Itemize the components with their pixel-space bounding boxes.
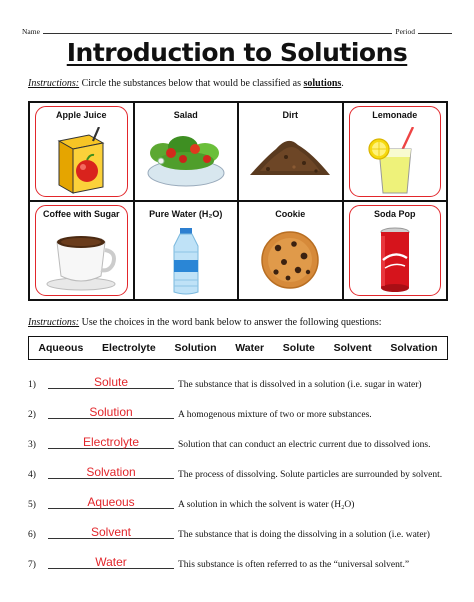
instructions-word-bank: Instructions: Use the choices in the word bank below to answer the following questions: — [28, 317, 382, 328]
item-label: Cookie — [275, 209, 306, 219]
question-2: 2) Solution A homogenous mixture of two or more substances. — [28, 405, 372, 420]
word-bank-item: Solvation — [390, 342, 438, 354]
question-text: The substance that is doing the dissolving in a solution (i.e. water) — [178, 530, 430, 540]
dirt-pile-icon — [246, 127, 334, 187]
name-blank[interactable] — [43, 27, 392, 34]
item-label: Dirt — [282, 110, 298, 120]
instructions-circle: Instructions: Circle the substances below that would be classified as solutions. — [28, 78, 344, 89]
answer-text: Water — [95, 555, 127, 569]
soda-can-icon — [373, 226, 417, 294]
cell-pure-water[interactable] — [134, 201, 239, 300]
question-text: The substance that is dissolved in a solution (i.e. sugar in water) — [178, 380, 422, 390]
substance-grid — [28, 101, 448, 301]
cell-lemonade[interactable] — [343, 102, 448, 201]
question-7: 7) Water This substance is often referred to as the “universal solvent.” — [28, 555, 410, 570]
cell-dirt[interactable] — [238, 102, 343, 201]
answer-text: Solvent — [90, 525, 132, 539]
cell-apple-juice[interactable] — [29, 102, 134, 201]
cell-cookie[interactable] — [238, 201, 343, 300]
item-label: Pure Water (H₂O) — [149, 209, 223, 219]
cell-coffee-with-sugar[interactable] — [29, 201, 134, 300]
word-bank-item: Electrolyte — [102, 342, 156, 354]
cookie-icon — [258, 226, 322, 292]
answer-text: Solute — [93, 375, 129, 389]
salad-bowl-icon — [143, 127, 229, 193]
question-text: A homogenous mixture of two or more substances. — [178, 410, 372, 420]
answer-text: Solvation — [86, 465, 136, 479]
lemonade-glass-icon — [365, 127, 425, 195]
question-5: 5) Aqueous A solution in which the solvent is water (H₂O) — [28, 495, 355, 510]
word-bank-item: Water — [235, 342, 265, 354]
question-text: The process of dissolving. Solute particles are surrounded by solvent. — [178, 470, 443, 480]
cell-salad[interactable] — [134, 102, 239, 201]
item-label: Coffee with Sugar — [42, 209, 120, 219]
item-label: Lemonade — [372, 110, 418, 120]
question-text: Solution that can conduct an electric current due to dissolved ions. — [178, 440, 431, 450]
word-bank — [28, 336, 448, 360]
period-label: Period — [395, 27, 415, 36]
question-text: A solution in which the solvent is water (H₂O) — [178, 500, 355, 510]
coffee-cup-icon — [41, 226, 121, 292]
question-text: This substance is often referred to as the “universal solvent.” — [178, 560, 410, 570]
juice-box-icon — [49, 127, 113, 197]
word-bank-item: Aqueous — [38, 342, 84, 354]
water-bottle-icon — [166, 226, 206, 296]
item-label: Soda Pop — [373, 209, 416, 219]
answer-text: Aqueous — [87, 495, 135, 509]
word-bank-item: Solvent — [333, 342, 372, 354]
answer-text: Solution — [89, 405, 133, 419]
name-period-line — [22, 27, 452, 36]
cell-soda-pop[interactable] — [343, 201, 448, 300]
item-label: Salad — [173, 110, 198, 120]
question-6: 6) Solvent The substance that is doing the dissolving in a solution (i.e. water) — [28, 525, 430, 540]
question-3: 3) Electrolyte Solution that can conduct an electric current due to dissolved ions. — [28, 435, 431, 450]
question-1: 1) Solute The substance that is dissolved in a solution (i.e. sugar in water) — [28, 375, 422, 390]
item-label: Apple Juice — [55, 110, 107, 120]
question-4: 4) Solvation The process of dissolving. Solute particles are surrounded by solvent. — [28, 465, 443, 480]
word-bank-item: Solute — [282, 342, 315, 354]
period-blank[interactable] — [418, 27, 452, 34]
word-bank-item: Solution — [174, 342, 217, 354]
answer-text: Electrolyte — [82, 435, 140, 449]
name-label: Name — [22, 27, 40, 36]
page-title: Introduction to Solutions — [66, 38, 408, 67]
